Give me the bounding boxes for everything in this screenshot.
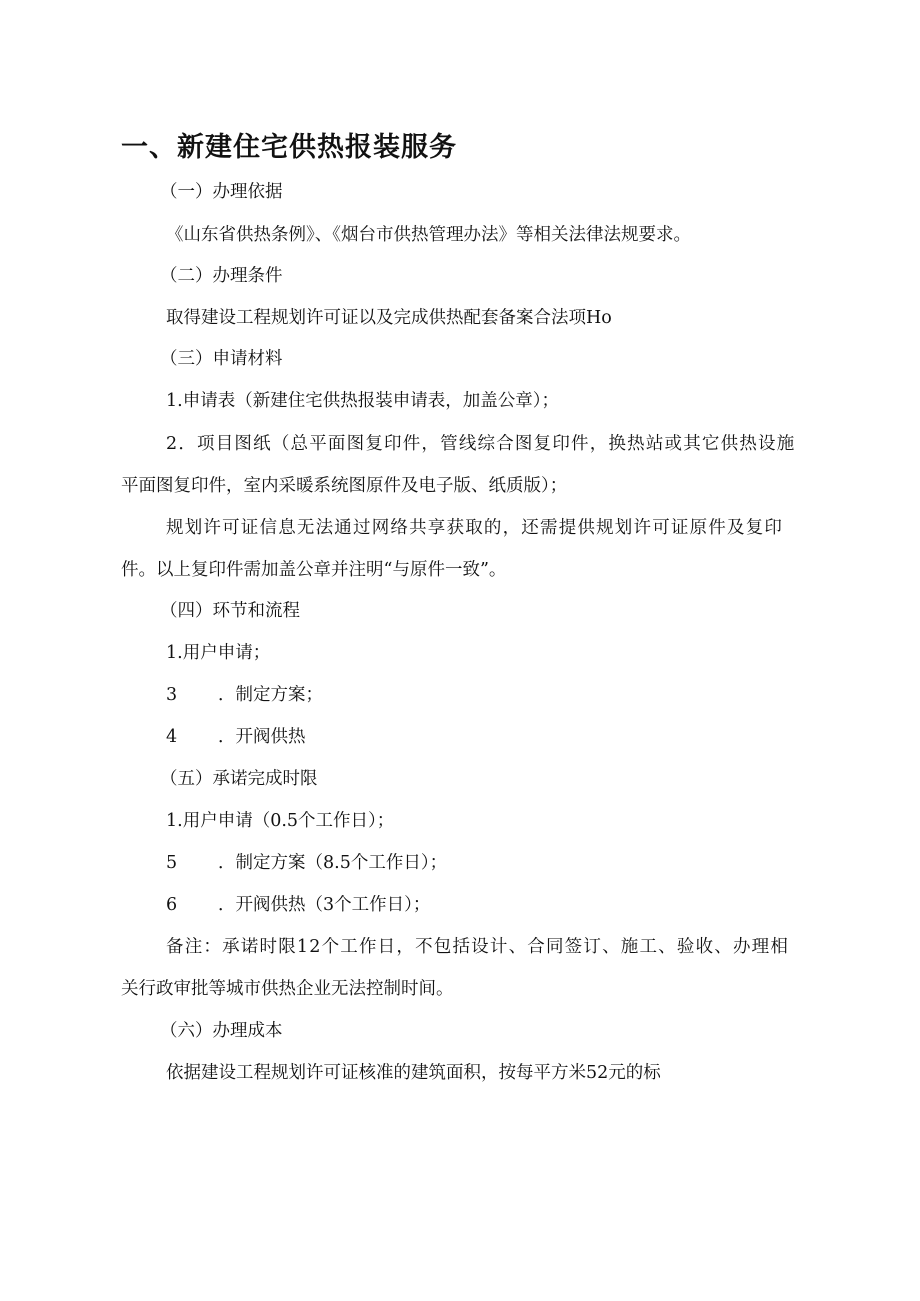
materials-item-2-line-2: 平面图复印件，室内采暖系统图原件及电子版、纸质版）； <box>121 476 568 496</box>
section-1-body: 《山东省供热条例》、《烟台市供热管理办法》等相关法律法规要求。 <box>166 225 691 245</box>
materials-item-1: 1.申请表（新建住宅供热报装申请表，加盖公章）； <box>166 391 559 411</box>
section-5-heading: （五）承诺完成时限 <box>160 769 318 789</box>
process-item-3-number: 4 <box>166 727 178 747</box>
section-4-heading: （四）环节和流程 <box>160 601 300 621</box>
process-item-3-text: ．开阀供热 <box>218 727 306 747</box>
timeline-item-1: 1.用户申请（0.5个工作日）； <box>166 811 395 831</box>
timeline-note-line-1: 备注：承诺时限12个工作日，不包括设计、合同签订、施工、验收、办理相 <box>166 937 790 957</box>
timeline-item-2 <box>166 851 447 875</box>
timeline-item-3-text: ．开阀供热（3个工作日）； <box>218 895 431 915</box>
process-item-2-number: 3 <box>166 685 178 705</box>
timeline-item-3-number: 6 <box>166 895 178 915</box>
section-2-heading: （二）办理条件 <box>160 266 283 286</box>
process-item-2-text: ．制定方案； <box>218 685 323 705</box>
timeline-item-3 <box>166 893 430 917</box>
section-1-heading: （一）办理依据 <box>160 182 283 202</box>
section-6-body: 依据建设工程规划许可证核准的建筑面积，按每平方米52元的标 <box>166 1063 661 1083</box>
timeline-note-line-2: 关行政审批等城市供热企业无法控制时间。 <box>121 979 454 999</box>
timeline-item-2-text: ．制定方案（8.5个工作日）； <box>218 853 448 873</box>
process-item-2 <box>166 683 323 707</box>
timeline-item-2-number: 5 <box>166 853 178 873</box>
section-6-heading: （六）办理成本 <box>160 1021 283 1041</box>
document-title: 一、新建住宅供热报装服务 <box>121 132 457 163</box>
section-3-heading: （三）申请材料 <box>160 349 283 369</box>
process-item-1: 1.用户申请； <box>166 643 271 663</box>
process-item-3 <box>166 725 306 749</box>
materials-item-2-line-1: 2．项目图纸（总平面图复印件，管线综合图复印件，换热站或其它供热设施 <box>166 434 796 454</box>
materials-note-line-1: 规划许可证信息无法通过网络共享获取的，还需提供规划许可证原件及复印 <box>166 518 784 538</box>
section-2-body: 取得建设工程规划许可证以及完成供热配套备案合法项Ho <box>166 308 612 328</box>
materials-note-line-2: 件。以上复印件需加盖公章并注明“与原件一致”。 <box>121 560 507 580</box>
